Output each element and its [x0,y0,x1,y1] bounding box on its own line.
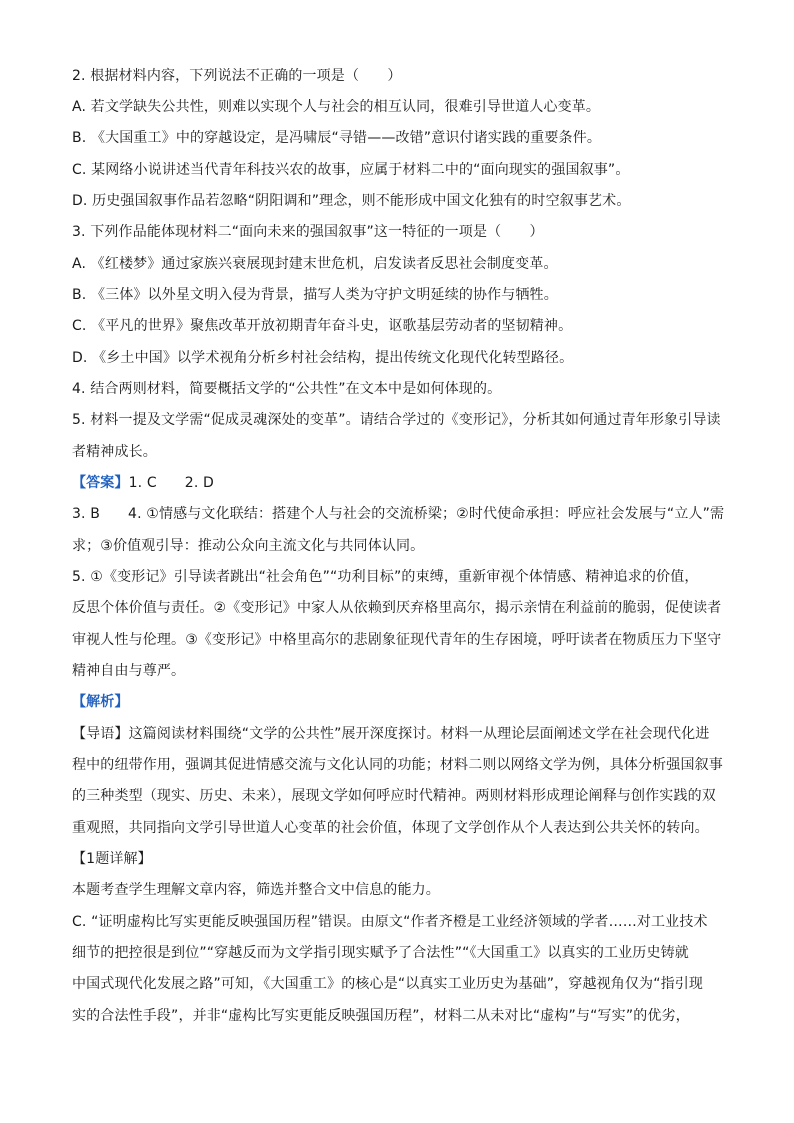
analysis-label: 【解析】 [72,694,129,710]
question-2-option-b: B. 《大国重工》中的穿越设定，是冯啸辰“寻错——改错”意识付诸实践的重要条件。 [72,130,602,146]
option-c-analysis-line-3: 中国式现代化发展之路”可知，《大国重工》的核心是“以真实工业历史为基础”，穿越视角仅为“指引现 [72,976,704,992]
answer-4-line-2: 求；③价值观引导：推动公众向主流文化与共同体认同。 [72,538,425,554]
question-1-detail-line: 本题考查学生理解文章内容，筛选并整合文中信息的能力。 [72,882,440,898]
answer-row-2 [72,505,732,523]
answer-5-line-1: 5. ①《变形记》引导读者跳出“社会角色”“功利目标”的束缚，重新审视个体情感、精神追求的价值， [72,569,699,585]
option-c-analysis-line-1: C. “证明虚构比写实更能反映强国历程”错误。由原文“作者齐橙是工业经济领域的学者……对工业技术 [72,914,708,930]
question-2-option-d: D. 历史强国叙事作品若忽略“阴阳调和”理念，则不能形成中国文化独有的时空叙事艺术。 [72,193,631,209]
option-c-analysis-line-4: 实的合法性手段”，并非“虚构比写实更能反映强国历程”，材料二从未对比“虚构”与“写实”的优劣， [72,1008,690,1024]
answer-2: 2. D [184,475,214,491]
answer-4-line-1: 4. ①情感与文化联结：搭建个人与社会的交流桥梁；②时代使命承担：呼应社会发展与“立人”需 [128,506,725,522]
question-1-detail-heading: 【1题详解】 [72,851,152,867]
question-5-line-2: 者精神成长。 [72,444,157,460]
question-2-stem: 2. 根据材料内容，下列说法不正确的一项是（ ） [72,68,402,84]
intro-line-4: 重观照，共同指向文学引导世道人心变革的社会价值，体现了文学创作从个人表达到公共关怀的转向。 [72,820,709,836]
question-2-option-a: A. 若文学缺失公共性，则难以实现个人与社会的相互认同，很难引导世道人心变革。 [72,99,601,115]
answer-5-line-4: 精神自由与尊严。 [72,663,186,679]
answer-label: 【答案】 [72,475,129,491]
intro-line-2: 程中的纽带作用，强调其促进情感交流与文化认同的功能；材料二则以网络文学为例，具体分析强国叙事 [72,757,723,773]
question-2-option-c: C. 某网络小说讲述当代青年科技兴农的故事，应属于材料二中的“面向现实的强国叙事”。 [72,162,630,178]
option-c-analysis-line-2: 细节的把控很是到位”“穿越反而为文学指引现实赋予了合法性”“《大国重工》以真实的工业历史铸就 [72,945,689,961]
question-3-stem: 3. 下列作品能体现材料二“面向未来的强国叙事”这一特征的一项是（ ） [72,224,544,240]
answer-1: 1. C [128,475,157,491]
intro-line-3: 的三种类型（现实、历史、未来），展现文学如何呼应时代精神。两则材料形成理论阐释与创作实践的双 [72,788,716,804]
question-3-option-a: A. 《红楼梦》通过家族兴衰展现封建末世危机，启发读者反思社会制度变革。 [72,256,558,272]
answer-5-line-2: 反思个体价值与责任。②《变形记》中家人从依赖到厌弃格里高尔，揭示亲情在利益前的脆弱，促使读者 [72,600,722,616]
question-3-option-b: B. 《三体》以外星文明入侵为背景，描写人类为守护文明延续的协作与牺牲。 [72,287,558,303]
answer-row-1 [72,474,732,492]
question-4: 4. 结合两则材料，简要概括文学的“公共性”在文本中是如何体现的。 [72,381,502,397]
intro-line-1: 【导语】这篇阅读材料围绕“文学的公共性”展开深度探讨。材料一从理论层面阐述文学在社会现代化进 [72,726,710,742]
answer-3: 3. B [72,506,101,522]
question-3-option-d: D. 《乡土中国》以学术视角分析乡村社会结构，提出传统文化现代化转型路径。 [72,350,574,366]
question-3-option-c: C. 《平凡的世界》聚焦改革开放初期青年奋斗史，讴歌基层劳动者的坚韧精神。 [72,318,573,334]
answer-5-line-3: 审视人性与伦理。③《变形记》中格里高尔的悲剧象征现代青年的生存困境，呼吁读者在物质压力下坚守 [72,632,722,648]
question-5-line-1: 5. 材料一提及文学需“促成灵魂深处的变革”。请结合学过的《变形记》，分析其如何通过青年形象引导读 [72,412,721,428]
